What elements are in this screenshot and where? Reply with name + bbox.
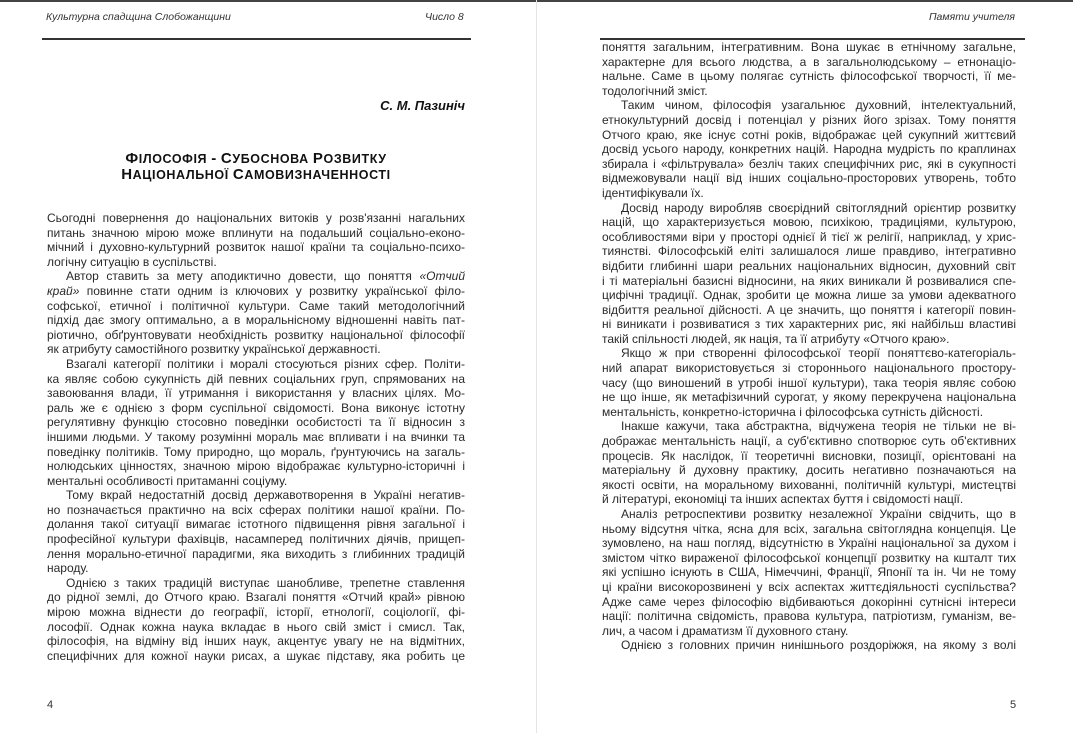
paragraph xyxy=(47,576,465,664)
text-line: ні виникати і розвиватися з тих характерних рис, які найбільш властиві xyxy=(602,317,1016,332)
text-line: не що інше, як метафізичний сурогат, у якому перекручена національна xyxy=(602,390,1016,405)
paragraph xyxy=(602,638,1016,653)
text-line: поняття загальним, інтегративним. Вона шукає в етнічному загальне, xyxy=(602,40,1016,54)
text-line: ці країни високорозвинені у всіх аспектах життєдіяльності суспільства? xyxy=(602,579,1016,594)
text-line: долання такої ситуації вимагає істотного підвищення рівня загальної і xyxy=(47,517,465,532)
italic-term: край» xyxy=(47,283,80,298)
text-line: Аналіз ретроспективи розвитку незалежної України свідчить, що в xyxy=(621,507,1016,521)
text-line: питань значною мірою може вплинути на подальший соціально-еконо- xyxy=(47,225,465,240)
text-line: ментальні особливості притаманні соціуму. xyxy=(47,473,288,488)
text-line: які успішно існують в США, Німеччині, Франції, Японії та ін. Чи не тому xyxy=(602,565,1016,580)
text-line: підхід дає змогу оптимально, а в моральнісному відношенні навіть пат- xyxy=(47,313,465,328)
text-line: Однією з головних причин нинішнього роздоріжжя, на якому з волі xyxy=(621,638,1016,653)
paragraph xyxy=(602,98,1016,200)
paragraph xyxy=(602,40,1016,98)
text-line: Адже саме через філософію відбиваються докорінні сутнісні інтереси xyxy=(602,594,1016,609)
text-line: раль же є однією з форм суспільної свідомості. Вона виконує істотну xyxy=(47,400,465,415)
paragraph xyxy=(602,419,1016,507)
text-line: ний апарат використовується зі стороннього національного простору- xyxy=(602,361,1016,376)
text-line: регулятивну функцію стосовно поведінки особистості та її відносин з xyxy=(47,415,465,430)
text-line: Таким чином, філософія узагальнює духовний, інтелектуальний, xyxy=(621,98,1016,113)
text-line: нації: політична свідомість, правова культура, патріотизм, гуманізм, ве- xyxy=(602,609,1016,624)
page-number: 4 xyxy=(47,699,54,711)
text-line: відбиття реальної дійсності. А це значить, що поняття і категорії повин- xyxy=(602,302,1016,317)
paragraph xyxy=(602,201,1016,347)
left-page-body xyxy=(47,211,465,663)
text-line: характерне для всього людства, а в загальнолюдському – етнонаціо- xyxy=(602,54,1016,69)
article-author: С. М. Пазиніч xyxy=(380,98,465,113)
text-line: специфічних для кожної науки рисах, а шукає підставу, яка робить це xyxy=(47,648,465,663)
right-page-body xyxy=(602,40,1016,653)
text-line: зумовлено, на наш погляд, відсутністю в Україні національної за духом і xyxy=(602,536,1016,551)
article-title-line-1: ФІЛОСОФІЯ - СУБОСНОВА РОЗВИТКУ xyxy=(125,150,387,167)
running-header-section: Памяти учителя xyxy=(928,11,1015,23)
text-line: збирала і «фільтрувала» безліч таких специфічних рис, які в сукупності xyxy=(602,156,1016,171)
text-line: іншими людьми. У такому розумінні мораль має впливати і на вчинки та xyxy=(47,429,465,444)
paragraph xyxy=(47,269,465,357)
text-line: професійної культури фахівців, насамперед політичних діячів, прищеп- xyxy=(47,532,465,547)
paragraph xyxy=(47,488,465,576)
text-line: процесів. Як наслідок, її теоретичні висновки, позиції, орієнтовані на xyxy=(602,448,1016,463)
text-line: тодологічний зміст. xyxy=(602,83,708,98)
article-title xyxy=(47,151,465,183)
text-line: нальне. Саме в цьому полягає сутність філософської творчості, її ме- xyxy=(602,69,1016,84)
text-line: Отчого краю, яке існує сотні років, відображає цей сукупний життєвий xyxy=(602,127,1016,142)
text-line: лич, а часом і драматизм її духовного стану. xyxy=(602,623,849,638)
text-line: мірою можна віднести до географії, історії, етнології, соціології, фі- xyxy=(47,605,465,620)
text-line: лення морально-етичної парадигми, яка виходить з глибинних традицій xyxy=(47,546,465,561)
article-title-line-2: НАЦІОНАЛЬНОЇ САМОВИЗНАЧЕННОСТІ xyxy=(121,166,391,183)
text-line: змістом чітко вираженої філософської концепції розвитку на кшталт тих xyxy=(602,550,1016,565)
text-line: і ті матеріальні базисні відносини, на яких виникали й розвивалися спе- xyxy=(602,273,1016,288)
text-line: но позначається практично на всіх сферах політики нашої країни. По- xyxy=(47,502,465,517)
text-line: ньому відсутня чітка, ясна для всіх, загальна світоглядна концепція. Це xyxy=(602,521,1016,536)
paragraph xyxy=(47,211,465,269)
text-line: цифічні традиції. Однак, зробити це можна лише за умови адекватного xyxy=(602,288,1016,303)
text-line: до рідної землі, до Отчого краю. Взагалі поняття «Отчий край» рівною xyxy=(47,590,465,605)
text-segment: повинне стати одним із ключових у розвитку української філо- xyxy=(79,283,465,298)
text-line: Сьогодні повернення до національних витоків у розв'язанні нагальних xyxy=(47,211,465,225)
text-line: софської, етичної і політичної культури. Саме такий методологічний xyxy=(47,298,465,313)
text-line: народу. xyxy=(47,561,89,576)
text-line: часу (що виношений в утробі іншої культури), така теорія являє собою xyxy=(602,375,1016,390)
text-line: Взагалі категорії політики і моралі стосуються різних сфер. Політи- xyxy=(66,356,465,371)
text-line: як атрибуту самостійного розвитку української державності. xyxy=(47,342,381,357)
text-line: лософії. Однак кожна наука вкладає в нього свій зміст і смисл. Так, xyxy=(47,619,465,634)
paragraph xyxy=(602,507,1016,638)
text-line: Інакше кажучи, така абстрактна, відчужена теорія не тільки не ві- xyxy=(621,419,1016,434)
text-line: відбити глибинні шари реальних національних відносин, духовний світ xyxy=(602,258,1016,273)
text-line: ментальність, конкретно-історична і філософська сутність дійсності. xyxy=(602,404,984,419)
text-line: відмежовували нації від інших соціально-просторових утворень, тобто xyxy=(602,171,1016,186)
page-gutter xyxy=(536,0,537,733)
text-line: етнокультурний досвід і потенціал у різних його зрізах. Тому поняття xyxy=(602,112,1016,127)
text-segment: Автор ставить за мету аподиктично довести, що поняття xyxy=(66,269,420,284)
text-line: мічний і духовно-культурний розвиток нашої країни та соціально-психо- xyxy=(47,240,465,255)
text-line: ідентифікували їх. xyxy=(602,185,704,200)
text-line: завоювання влади, її утримання і використання у власних цілях. Мо- xyxy=(47,386,465,401)
header-rule xyxy=(42,38,471,40)
text-line: Однією з таких традицій виступає шанобливе, трепетне ставлення xyxy=(66,575,465,590)
text-line xyxy=(47,284,465,299)
text-line: нолюдських цінностях, значною мірою відображає культурно-історичні і xyxy=(47,459,465,474)
paragraph xyxy=(47,357,465,488)
text-line: ка являє собою сукупність дій певних соціальних груп, спрямованих на xyxy=(47,371,465,386)
text-line: націй, що характеризується мовою, психікою, традиціями, культурою, xyxy=(602,215,1016,230)
text-line: філософія, на відміну від інших наук, акцентує увагу не на відмітних, xyxy=(47,634,465,649)
text-line: поведінку політиків. Тому природно, що мораль, ґрунтуючись на загаль- xyxy=(47,444,465,459)
text-line: логічну ситуацію в суспільстві. xyxy=(47,254,217,269)
text-line xyxy=(47,269,465,284)
text-line: тиянстві. Філософській еліті залишалося лише правдиво, інтегративно xyxy=(602,244,1016,259)
text-line: Досвід народу виробляв своєрідний світоглядний орієнтир розвитку xyxy=(621,200,1016,215)
text-line: Якщо ж при створенні філософської теорії поняттєво-категоріаль- xyxy=(621,346,1016,361)
text-line: Тому вкрай недостатній досвід державотворення в Україні негатив- xyxy=(66,488,465,503)
text-line: якості освіти, на моральному вихованні, політичній культурі, мистецтві xyxy=(602,477,1016,492)
italic-term: «Отчий xyxy=(419,269,465,284)
text-line: досвід усього народу, конкретних націй. Народна мудрість по краплинах xyxy=(602,142,1016,157)
text-line: дображає ментальність нації, а суб'єктивно спотворює суть об'єктивних xyxy=(602,434,1016,449)
text-line: й літературі, економіці та інших аспектах буття і свідомості нації. xyxy=(602,492,964,507)
running-header-issue: Число 8 xyxy=(425,11,464,23)
page-number: 5 xyxy=(1010,699,1017,711)
paragraph xyxy=(602,346,1016,419)
text-line: особливостями віри у просторі однієї й тієї ж релігії, наприклад, у хрис- xyxy=(602,229,1016,244)
text-line: матеріальну й духовну практику, досить негативно позначаються на xyxy=(602,463,1016,478)
text-line: ріотично, обґрунтовувати необхідність розвитку національної філософії xyxy=(47,327,465,342)
running-header-journal: Культурна спадщина Слобожанщини xyxy=(46,11,231,23)
text-line: такій спільності людей, як нація, та її атрибуту «Отчого краю». xyxy=(602,331,950,346)
